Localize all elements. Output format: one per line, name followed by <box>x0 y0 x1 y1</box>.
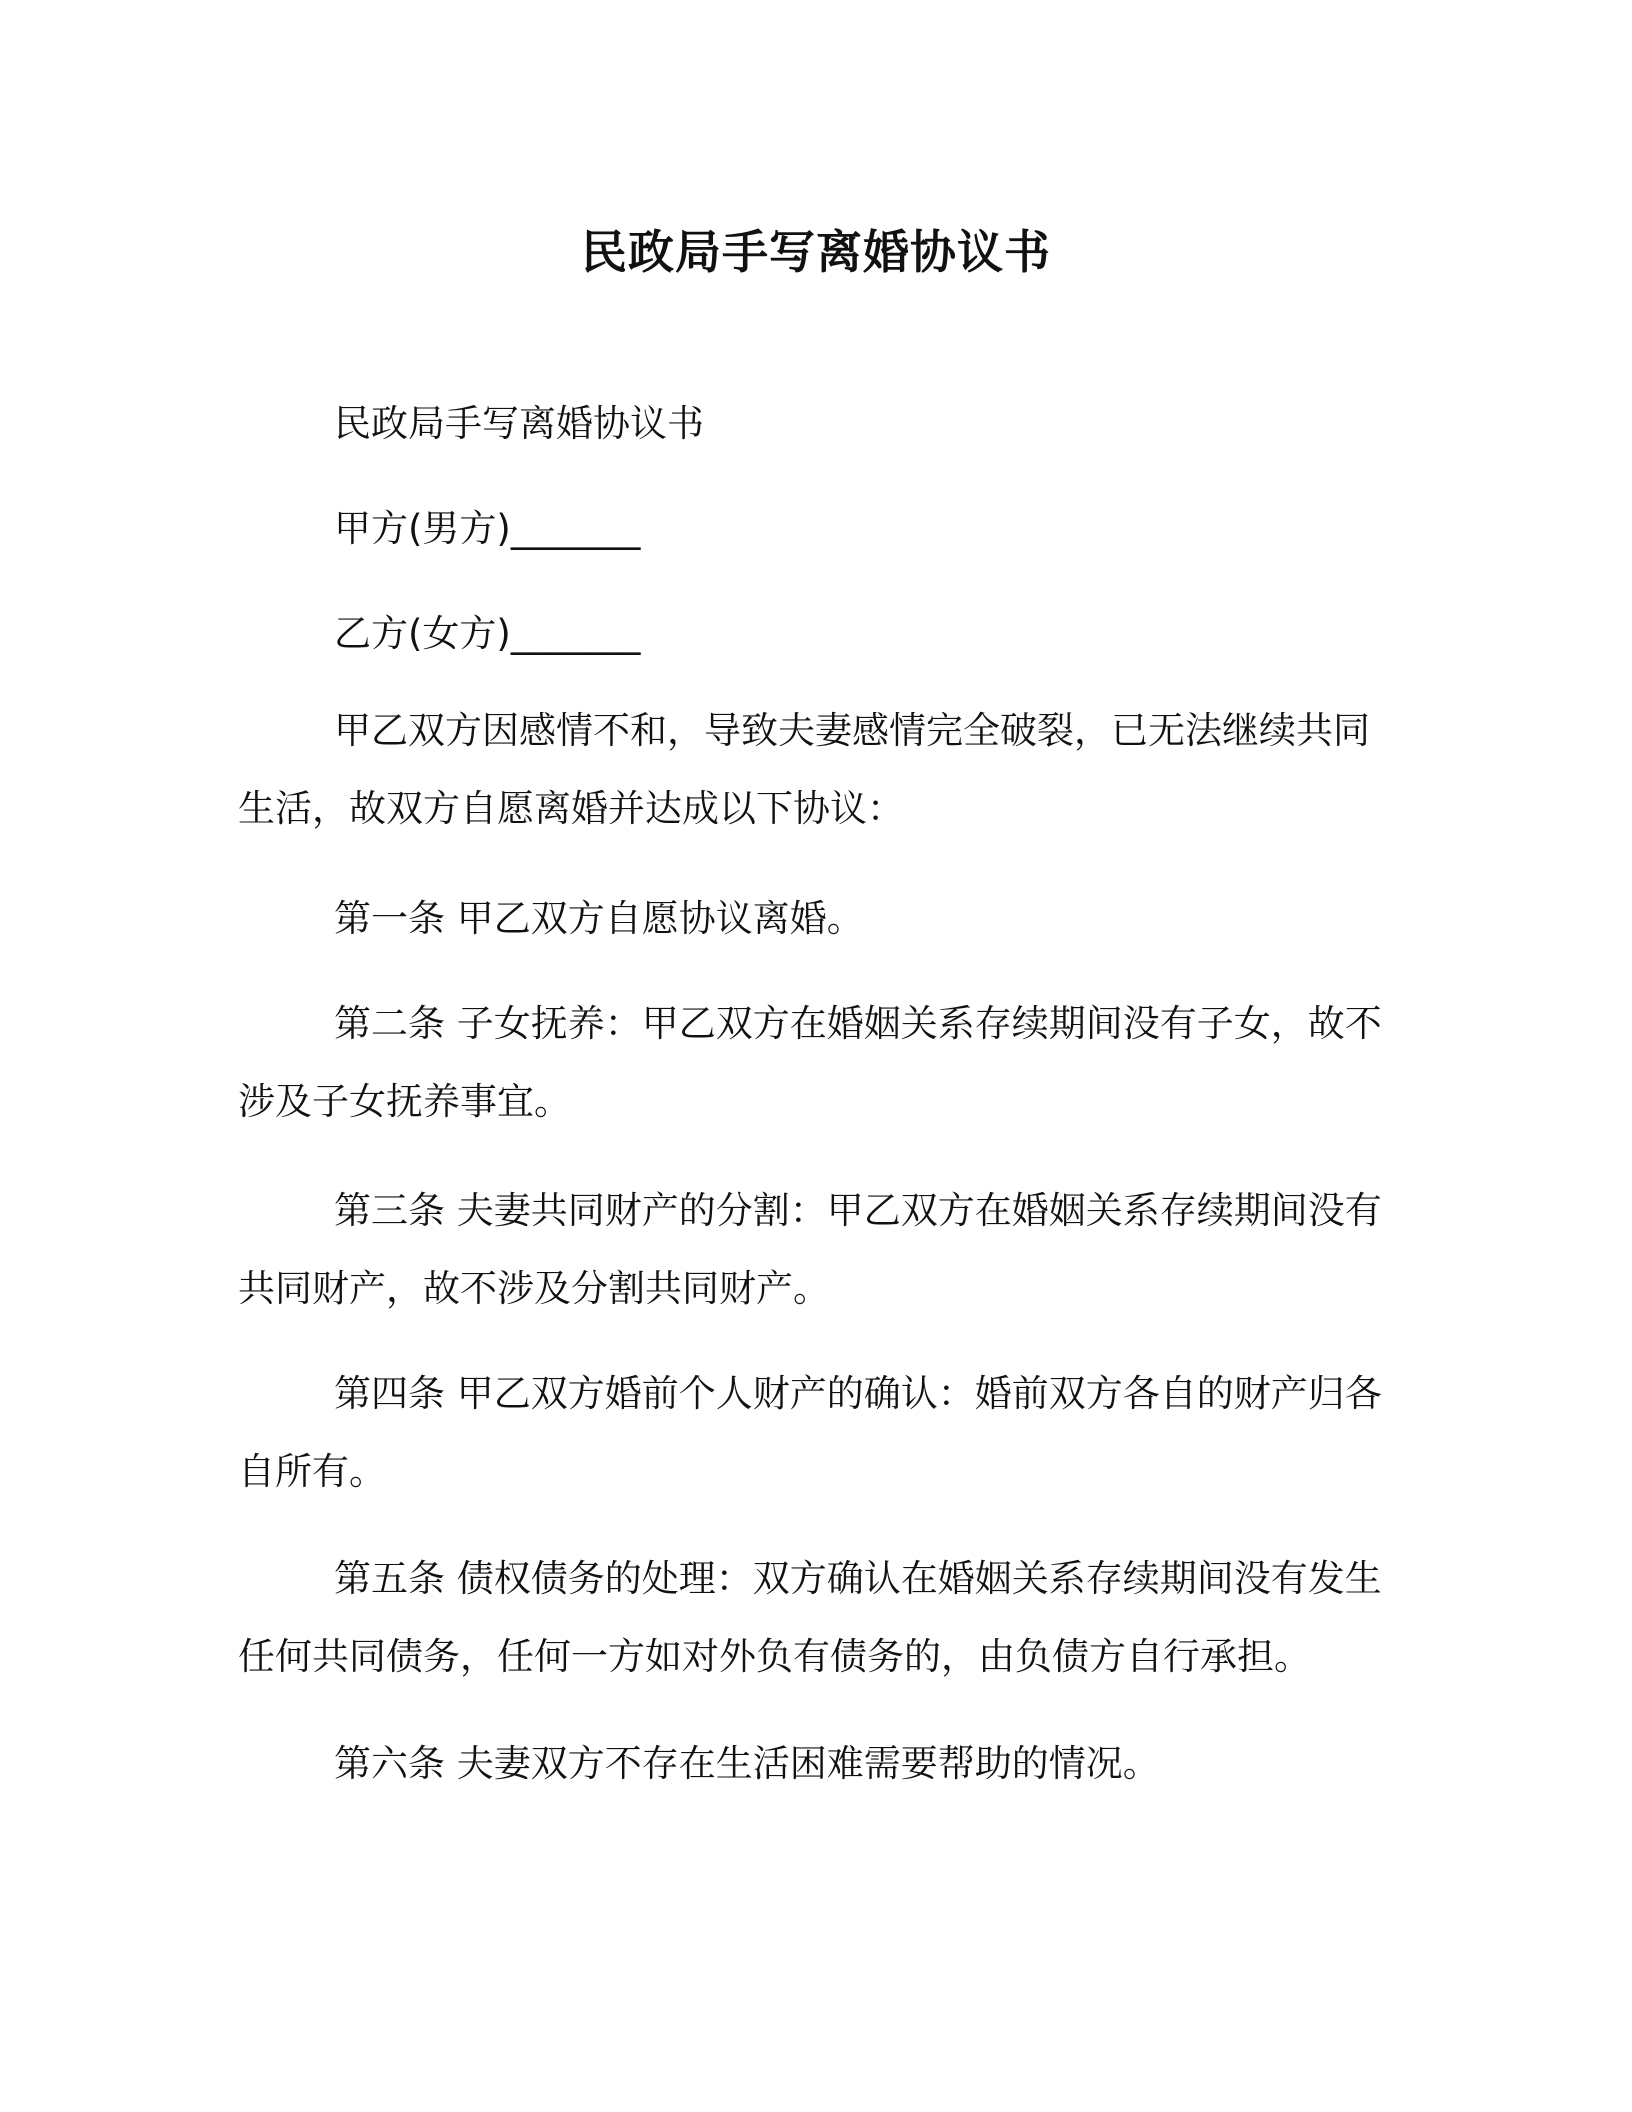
article-6 <box>238 1725 1388 1803</box>
article-text: 第一条 甲乙双方自愿协议离婚。 <box>334 897 864 940</box>
article-text: 第五条 债权债务的处理：双方确认在婚姻关系存续期间没有发生任何共同债务，任何一方如对外负有债务的，由负债方自行承担。 <box>238 1557 1382 1678</box>
article-text: 第四条 甲乙双方婚前个人财产的确认：婚前双方各自的财产归各自所有。 <box>238 1372 1382 1493</box>
party-a-text: 甲方(男方)_______ <box>334 507 641 550</box>
article-5 <box>238 1540 1388 1696</box>
article-2 <box>238 985 1388 1141</box>
article-text: 第二条 子女抚养：甲乙双方在婚姻关系存续期间没有子女，故不涉及子女抚养事宜。 <box>238 1002 1382 1123</box>
article-text: 第六条 夫妻双方不存在生活困难需要帮助的情况。 <box>334 1742 1160 1785</box>
article-1 <box>238 880 1388 958</box>
document-title: 民政局手写离婚协议书 <box>581 225 1051 279</box>
subtitle-text: 民政局手写离婚协议书 <box>334 402 704 445</box>
preamble-paragraph <box>238 692 1388 848</box>
article-4 <box>238 1355 1388 1511</box>
preamble-text: 甲乙双方因感情不和，导致夫妻感情完全破裂，已无法继续共同生活，故双方自愿离婚并达成以下协议： <box>238 709 1370 830</box>
party-b-text: 乙方(女方)_______ <box>334 612 641 655</box>
article-text: 第三条 夫妻共同财产的分割：甲乙双方在婚姻关系存续期间没有共同财产，故不涉及分割共同财产。 <box>238 1189 1382 1310</box>
party-b-line <box>238 595 1388 673</box>
article-3 <box>238 1172 1388 1328</box>
document-subtitle <box>238 385 1388 463</box>
party-a-line <box>238 490 1388 568</box>
